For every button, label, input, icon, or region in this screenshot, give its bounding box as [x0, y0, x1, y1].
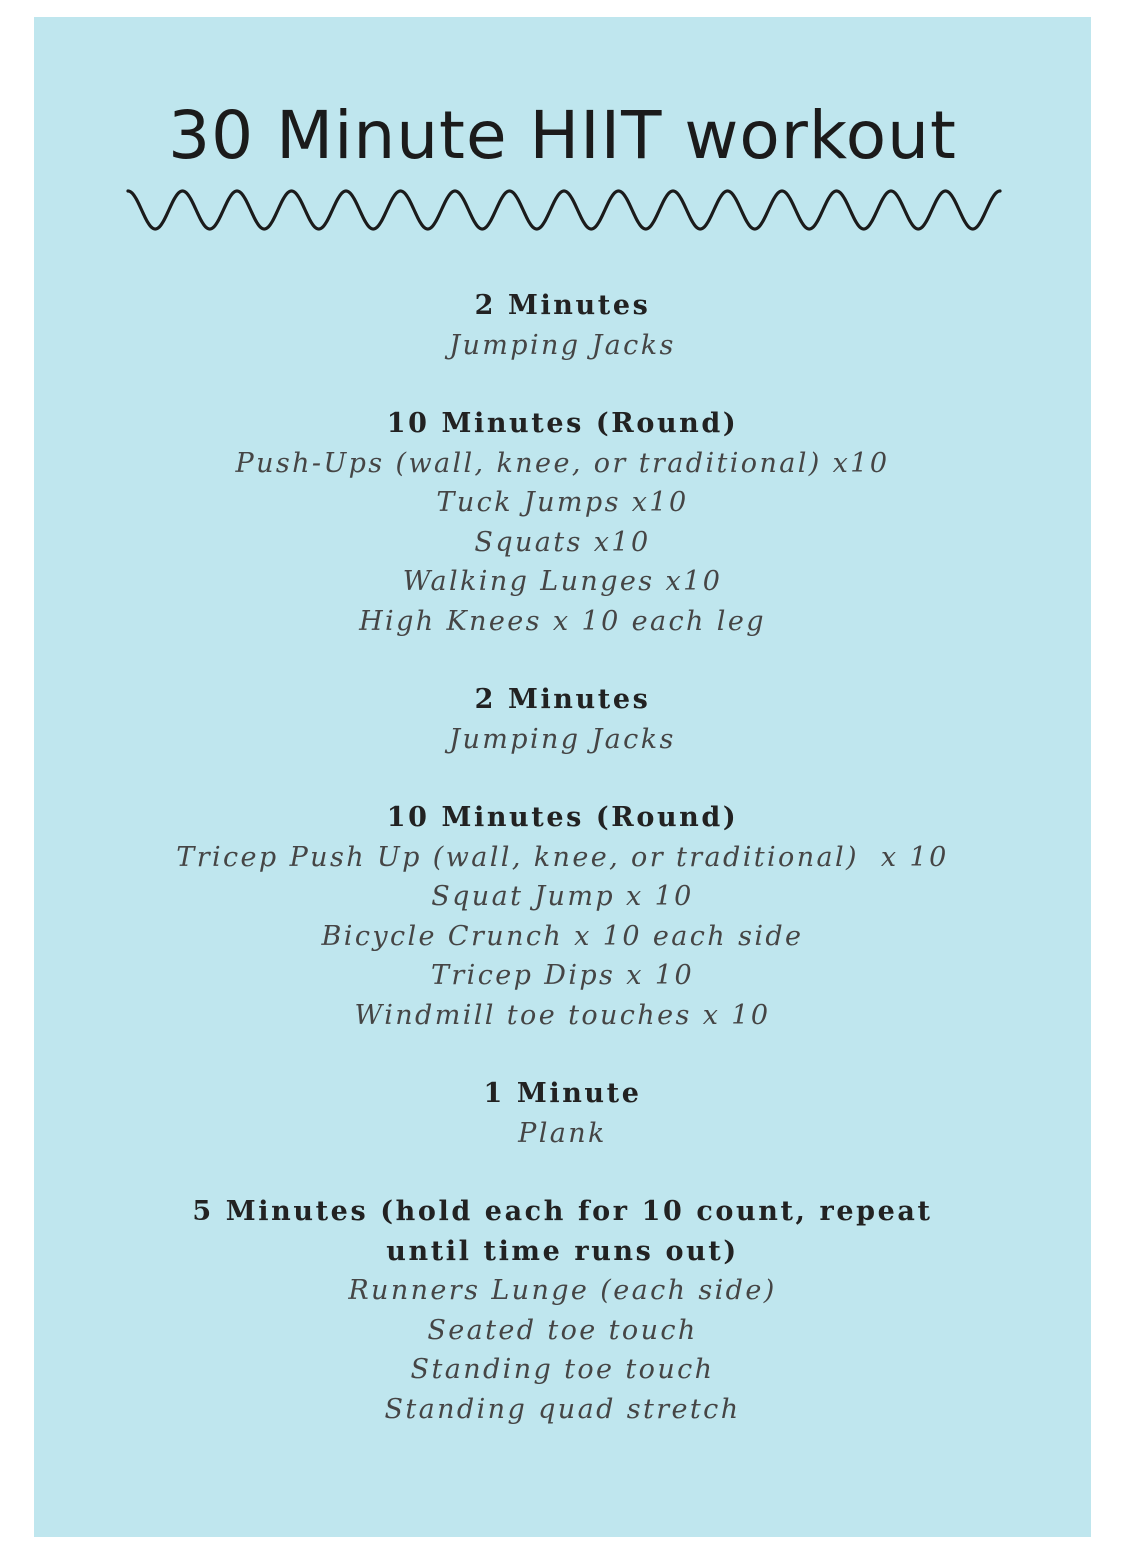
section-heading: 10 Minutes (Round) [386, 408, 739, 439]
exercise-item: Jumping Jacks [449, 329, 676, 361]
wave-divider [122, 184, 1006, 236]
exercise-item: Jumping Jacks [449, 723, 676, 755]
section-warmup-2 [0, 680, 1125, 759]
workout-sections [0, 286, 1125, 1468]
section-stretch [0, 1192, 1125, 1429]
exercise-item: Seated toe touch [427, 1314, 698, 1346]
page-title: 30 Minute HIIT workout [168, 97, 957, 174]
exercise-item: Runners Lunge (each side) [348, 1275, 777, 1306]
section-heading: 2 Minutes [474, 684, 651, 715]
exercise-item: Standing quad stretch [384, 1393, 741, 1425]
exercise-item: Tricep Dips x 10 [430, 960, 695, 991]
exercise-item: Walking Lunges x10 [402, 566, 723, 597]
exercise-item: Standing toe touch [410, 1354, 715, 1385]
exercise-item: Squats x10 [474, 526, 651, 558]
section-heading: 2 Minutes [474, 290, 651, 321]
exercise-item: Tricep Push Up (wall, knee, or traditional) x 10 [176, 841, 949, 873]
exercise-item: Bicycle Crunch x 10 each side [321, 920, 804, 952]
exercise-item: Tuck Jumps x10 [436, 487, 689, 518]
section-heading: 10 Minutes (Round) [386, 802, 739, 833]
section-plank [0, 1074, 1125, 1153]
exercise-item: Squat Jump x 10 [431, 881, 694, 912]
section-warmup-1 [0, 286, 1125, 365]
exercise-item: High Knees x 10 each leg [359, 605, 766, 637]
exercise-item: Windmill toe touches x 10 [354, 999, 771, 1031]
exercise-item: Push-Ups (wall, knee, or traditional) x10 [235, 447, 890, 479]
section-round-1 [0, 404, 1125, 641]
section-heading: 5 Minutes (hold each for 10 count, repeat until time runs out) [192, 1196, 933, 1267]
exercise-item: Plank [518, 1117, 607, 1149]
section-heading: 1 Minute [483, 1078, 642, 1109]
section-round-2 [0, 798, 1125, 1035]
